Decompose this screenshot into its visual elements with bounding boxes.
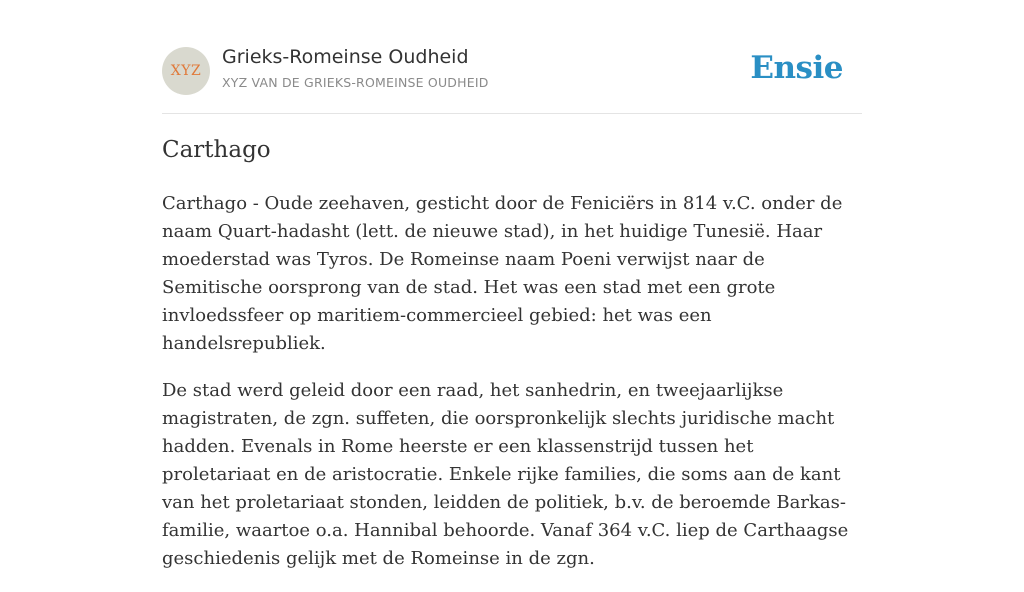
article-paragraph: Carthago - Oude zeehaven, gesticht door de Feniciërs in 814 v.C. onder de naam Quart-hadasht (lett. de nieuwe stad), in het huidige Tunesië. Haar moederstad was Tyros. De Romeinse naam Poeni verwijst naar de Semitische oorsprong van de stad. Het was een stad met een grote invloedssfeer op maritiem-commercieel gebied: het was een handelsrepubliek. [162, 193, 843, 354]
ensie-logo-link[interactable]: Ensie [750, 50, 843, 86]
header [162, 0, 862, 114]
content-container [162, 0, 862, 569]
source-subtitle: XYZ VAN DE GRIEKS-ROMEINSE OUDHEID [222, 75, 489, 90]
source-avatar[interactable] [162, 47, 210, 95]
article-paragraph: De stad werd geleid door een raad, het sanhedrin, en tweejaarlijkse magistraten, de zgn. suffeten, die oorspronkelijk slechts juridische macht hadden. Evenals in Rome heerste er een klassenstrijd tussen het proletariaat en de aristocratie. Enkele rijke families, die soms aan de kant van het proletariaat stonden, leidden de politiek, b.v. de beroemde Barkas-familie, waartoe o.a. Hannibal behoorde. Vanaf 364 v.C. liep de Carthaagse geschiedenis gelijk met de Romeinse in de zgn. [162, 380, 849, 569]
article-body [162, 190, 862, 592]
source-title-link[interactable]: Grieks-Romeinse Oudheid [222, 46, 469, 68]
article-title: Carthago [162, 137, 271, 163]
avatar-text: XYZ [170, 63, 202, 79]
